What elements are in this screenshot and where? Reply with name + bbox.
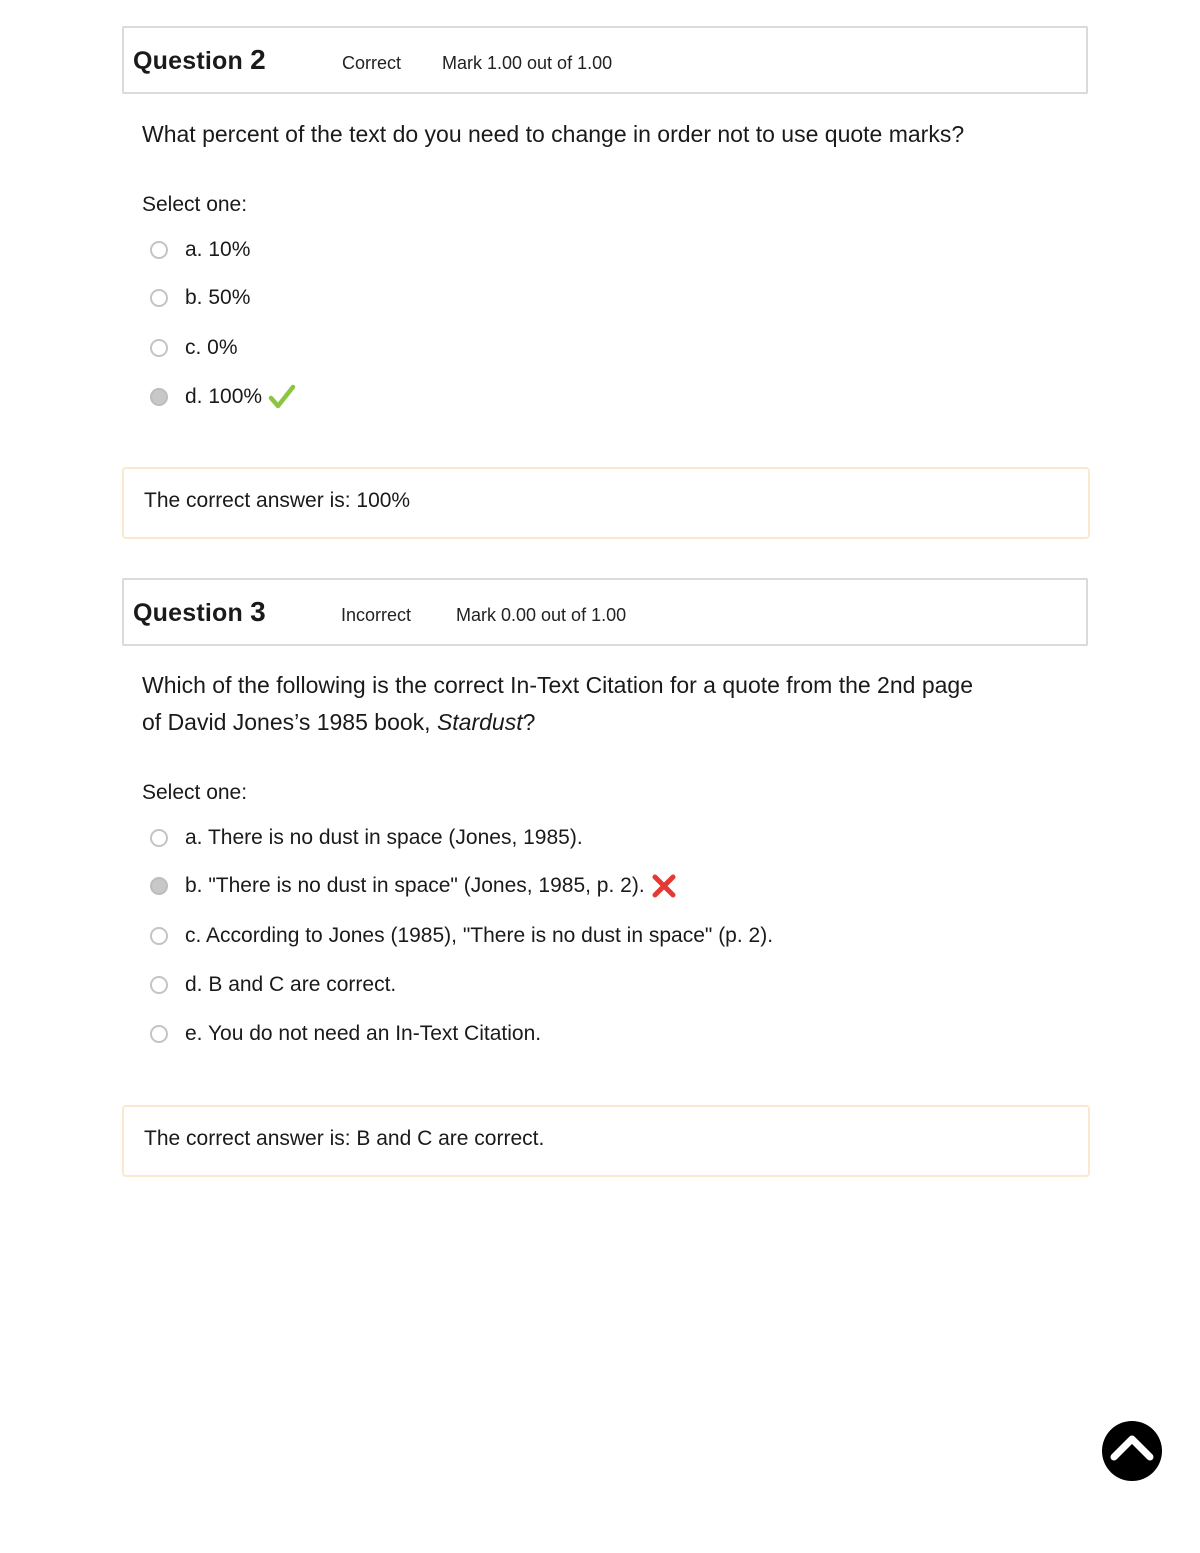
question-3-text-line-2 (142, 704, 1042, 741)
radio-button[interactable] (150, 927, 168, 945)
question-3-option-c[interactable] (150, 921, 773, 951)
question-2-title (133, 44, 266, 76)
option-label: a. There is no dust in space (Jones, 1985). (185, 826, 583, 849)
radio-button[interactable] (150, 1025, 168, 1043)
question-3-header (122, 578, 1088, 646)
correct-answer-text: The correct answer is: B and C are correct. (144, 1127, 545, 1150)
option-label: c. According to Jones (1985), "There is no dust in space" (p. 2). (185, 924, 774, 947)
question-2-mark: Mark 1.00 out of 1.00 (442, 53, 613, 73)
question-2-feedback (122, 467, 1090, 539)
option-label: d. 100% (185, 385, 263, 408)
question-3-state: Incorrect (341, 605, 412, 625)
question-3-option-b[interactable] (150, 871, 677, 901)
question-3-mark: Mark 0.00 out of 1.00 (456, 605, 627, 625)
chevron-up-circle-icon (1101, 1420, 1163, 1482)
option-label: e. You do not need an In-Text Citation. (185, 1022, 542, 1045)
question-3-option-a[interactable] (150, 823, 583, 853)
question-3-select-label: Select one: (142, 781, 248, 804)
question-2-option-c[interactable] (150, 333, 238, 363)
option-label: a. 10% (185, 238, 251, 261)
check-icon (268, 383, 296, 411)
question-3-option-d[interactable] (150, 970, 396, 1000)
radio-button[interactable] (150, 829, 168, 847)
question-2-select-label: Select one: (142, 193, 248, 216)
question-2-text: What percent of the text do you need to change in order not to use quote marks? (142, 121, 965, 147)
option-label: b. 50% (185, 286, 251, 309)
question-3-option-e[interactable] (150, 1019, 541, 1049)
correct-answer-text: The correct answer is: 100% (144, 489, 411, 512)
question-3-title (133, 596, 266, 628)
option-label: b. "There is no dust in space" (Jones, 1985, p. 2). (185, 874, 645, 897)
question-2-option-a[interactable] (150, 235, 250, 265)
cross-icon (651, 873, 677, 899)
question-2-option-b[interactable] (150, 283, 250, 313)
text-prefix: of David Jones’s 1985 book, (142, 709, 437, 735)
question-number: 2 (250, 44, 266, 75)
question-2-option-d[interactable] (150, 382, 296, 412)
question-title-label: Question (133, 599, 243, 627)
question-title-label: Question (133, 47, 243, 75)
radio-button-selected[interactable] (150, 877, 168, 895)
question-number: 3 (250, 596, 266, 627)
book-title: Stardust (436, 709, 523, 735)
text-suffix: ? (522, 709, 536, 735)
radio-button[interactable] (150, 976, 168, 994)
question-2-header (122, 26, 1088, 94)
radio-button[interactable] (150, 241, 168, 259)
back-to-top-button[interactable] (1101, 1420, 1163, 1482)
question-2-state: Correct (342, 53, 402, 73)
option-label: d. B and C are correct. (185, 973, 397, 996)
question-3-text-line-1: Which of the following is the correct In-Text Citation for a quote from the 2nd page (142, 672, 973, 698)
option-label: c. 0% (185, 336, 238, 359)
radio-button[interactable] (150, 339, 168, 357)
radio-button-selected[interactable] (150, 388, 168, 406)
radio-button[interactable] (150, 289, 168, 307)
question-3-feedback (122, 1105, 1090, 1177)
question-3-text (142, 667, 1042, 741)
